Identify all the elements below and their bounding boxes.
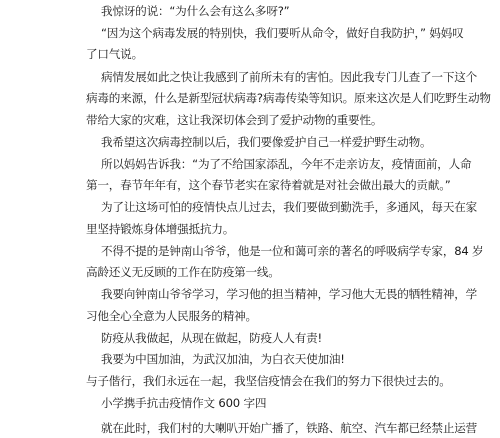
text-line: 了口气说。 (86, 47, 143, 61)
text-line: 高龄还义无反顾的工作在防疫第一线。 (86, 265, 280, 279)
text-line: 病毒的来源，什么是新型冠状病毒?病毒传染等知识。原来这次是人们吃野生动物 (86, 91, 491, 105)
text-line: 带给大家的灾难，这让我深切体会到了爱护动物的重要性。 (86, 113, 383, 127)
text-line: 就在此时，我们村的大喇叭开始广播了，铁路、航空、汽车都已经禁止运营 (101, 421, 477, 435)
text-line: 我惊讶的说：“为什么会有这么多呀?” (101, 4, 290, 18)
text-line: 防疫从我做起，从现在做起，防疫人人有责! (101, 331, 322, 345)
text-line: 病情发展如此之快让我感到了前所未有的害怕。因此我专门儿查了一下这个 (101, 70, 477, 84)
section-heading: 小学携手抗击疫情作文 600 字四 (101, 396, 267, 410)
text-line: 所以妈妈告诉我：“为了不给国家添乱，今年不走亲访友，疫情面前，人命 (101, 157, 472, 171)
text-line: 我希望这次病毒控制以后，我们要像爱护自己一样爱护野生动物。 (101, 135, 432, 149)
text-line: 为了让这场可怕的疫情快点儿过去，我们要做到勤洗手，多通风，每天在家 (101, 200, 477, 214)
text-line: 我要为中国加油，为武汉加油，为白衣天使加油! (101, 352, 345, 366)
text-line: 第一，春节年年有，这个春节老实在家待着就是对社会做出最大的贡献。” (86, 178, 451, 192)
text-line: 我要向钟南山爷爷学习，学习他的担当精神，学习他大无畏的牺牲精神，学 (101, 287, 477, 301)
text-line: 与子偕行，我们永远在一起，我坚信疫情会在我们的努力下很快过去的。 (86, 374, 451, 388)
text-line: “因为这个病毒发展的特别快，我们要听从命令，做好自我防护，” 妈妈叹 (101, 26, 464, 40)
text-line: 不得不提的是钟南山爷爷，他是一位和蔼可亲的著名的呼吸病学专家，84 岁 (101, 244, 484, 258)
text-line: 习他全心全意为人民服务的精神。 (86, 309, 257, 323)
text-line: 里坚持锻炼身体增强抵抗力。 (86, 222, 235, 236)
